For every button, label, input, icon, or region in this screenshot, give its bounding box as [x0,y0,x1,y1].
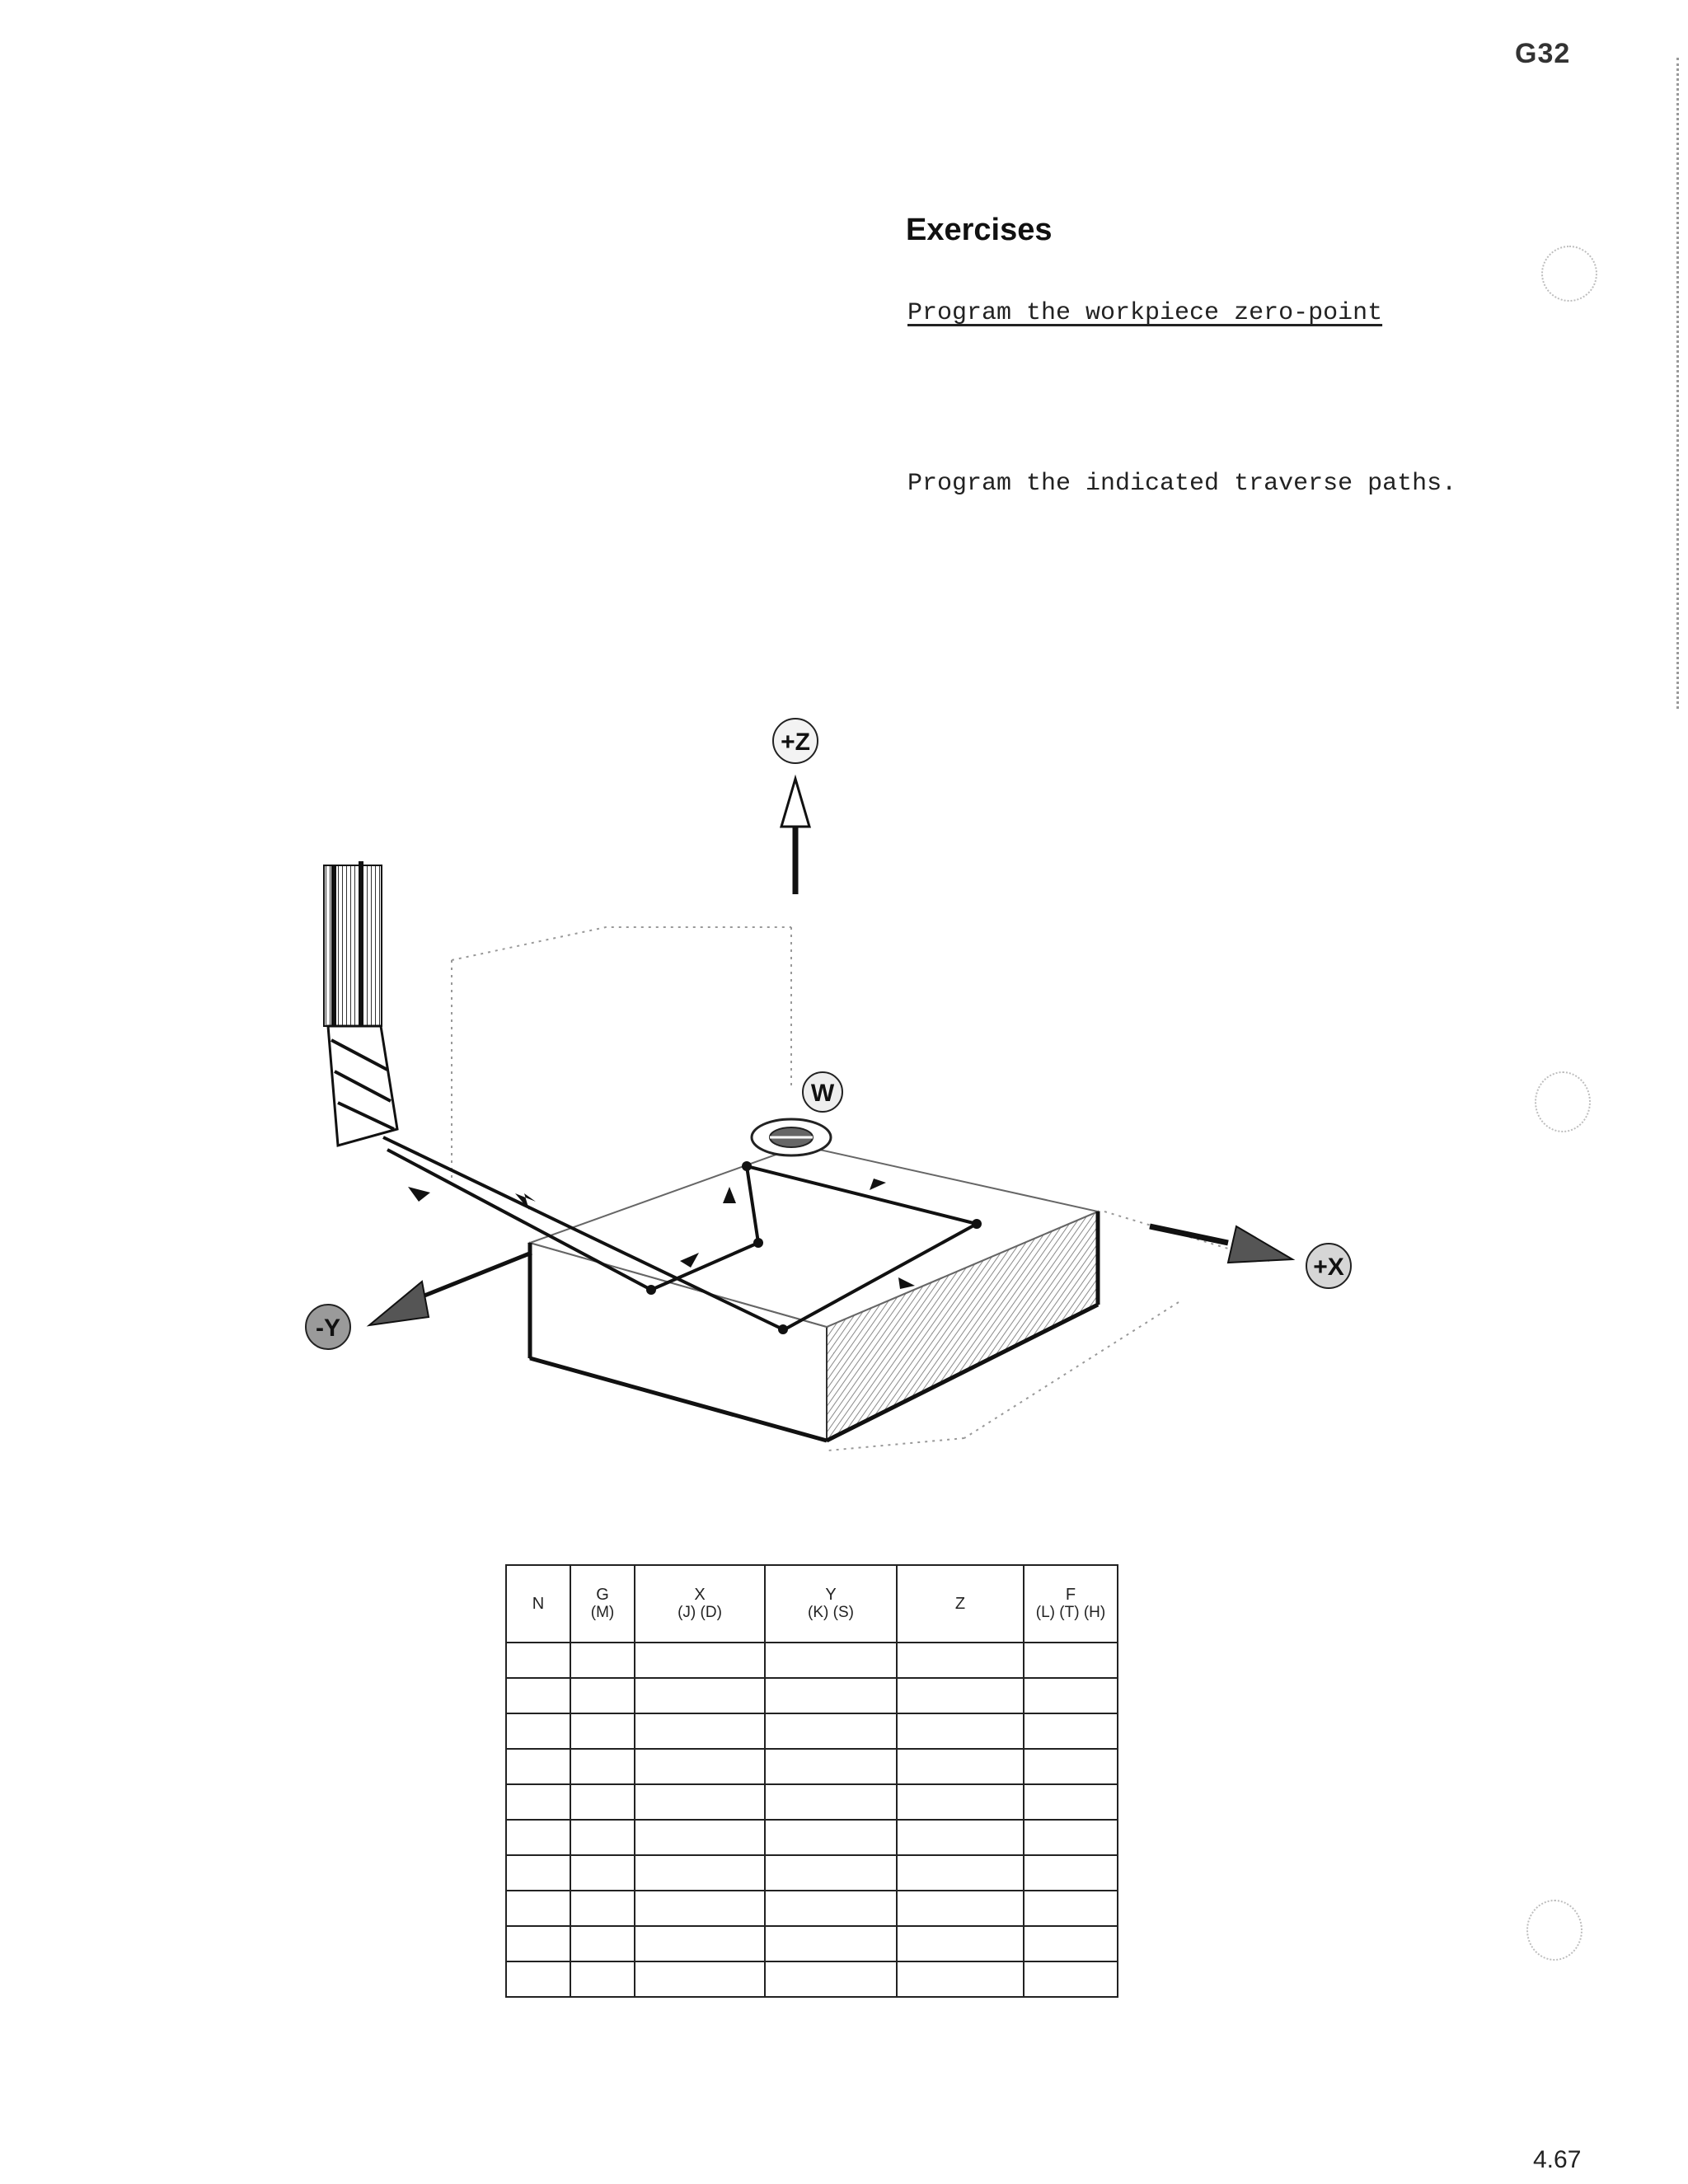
table-cell[interactable] [1024,1891,1118,1926]
table-cell[interactable] [1024,1926,1118,1961]
table-cell[interactable] [897,1961,1024,1997]
column-header-g: G (M) [570,1565,635,1643]
table-cell[interactable] [897,1713,1024,1749]
table-cell[interactable] [765,1749,897,1784]
table-cell[interactable] [765,1678,897,1713]
table-row [506,1784,1118,1820]
table-cell[interactable] [635,1713,765,1749]
table-row [506,1855,1118,1891]
table-cell[interactable] [635,1891,765,1926]
task-traverse-paths: Program the indicated traverse paths. [907,470,1457,498]
table-cell[interactable] [570,1784,635,1820]
table-cell[interactable] [765,1784,897,1820]
table-cell[interactable] [765,1643,897,1678]
table-cell[interactable] [635,1926,765,1961]
table-cell[interactable] [1024,1820,1118,1855]
table-cell[interactable] [635,1749,765,1784]
table-cell[interactable] [1024,1678,1118,1713]
x-axis-label: +X [1313,1254,1344,1281]
table-cell[interactable] [570,1926,635,1961]
corner-code: G32 [1515,38,1571,69]
binder-hole-bottom [1526,1900,1582,1961]
table-cell[interactable] [506,1926,570,1961]
column-header-y: Y (K) (S) [765,1565,897,1643]
program-table [505,1564,1117,1993]
table-cell[interactable] [1024,1784,1118,1820]
table-cell[interactable] [635,1784,765,1820]
table-row [506,1820,1118,1855]
table-row [506,1749,1118,1784]
z-axis-label: +Z [781,729,810,756]
table-cell[interactable] [570,1643,635,1678]
table-cell[interactable] [570,1891,635,1926]
table-cell[interactable] [897,1926,1024,1961]
column-header-x: X (J) (D) [635,1565,765,1643]
table-cell[interactable] [506,1678,570,1713]
table-row [506,1678,1118,1713]
task-workpiece-zero-point: Program the workpiece zero-point [907,299,1383,327]
table-cell[interactable] [506,1820,570,1855]
table-cell[interactable] [570,1678,635,1713]
column-header-f: F (L) (T) (H) [1024,1565,1118,1643]
table-cell[interactable] [635,1643,765,1678]
table-cell[interactable] [1024,1961,1118,1997]
table-cell[interactable] [506,1749,570,1784]
column-header-z: Z [897,1565,1024,1643]
table-cell[interactable] [765,1961,897,1997]
table-cell[interactable] [506,1643,570,1678]
workpiece-figure [272,709,1409,1467]
table-cell[interactable] [765,1891,897,1926]
table-cell[interactable] [897,1891,1024,1926]
table-cell[interactable] [897,1678,1024,1713]
table-cell[interactable] [506,1891,570,1926]
table-cell[interactable] [897,1784,1024,1820]
table-row [506,1643,1118,1678]
table-row [506,1713,1118,1749]
binder-hole-top [1541,246,1597,302]
table-cell[interactable] [635,1961,765,1997]
program-table-body [506,1643,1118,1997]
table-cell[interactable] [506,1784,570,1820]
binder-hole-middle [1535,1071,1591,1132]
table-cell[interactable] [635,1678,765,1713]
table-cell[interactable] [765,1713,897,1749]
table-cell[interactable] [897,1749,1024,1784]
table-cell[interactable] [765,1855,897,1891]
table-cell[interactable] [897,1820,1024,1855]
table-cell[interactable] [1024,1713,1118,1749]
page-edge-perforation [1676,58,1679,709]
table-row [506,1926,1118,1961]
table-cell[interactable] [570,1855,635,1891]
zero-point-label: W [810,1080,835,1107]
table-cell[interactable] [570,1961,635,1997]
table-row [506,1961,1118,1997]
table-cell[interactable] [635,1820,765,1855]
table-cell[interactable] [765,1926,897,1961]
table-cell[interactable] [570,1749,635,1784]
table-cell[interactable] [635,1855,765,1891]
table-cell[interactable] [570,1820,635,1855]
table-cell[interactable] [897,1855,1024,1891]
table-cell[interactable] [570,1713,635,1749]
page-heading: Exercises [906,213,1053,247]
table-cell[interactable] [1024,1749,1118,1784]
table-row [506,1891,1118,1926]
table-cell[interactable] [506,1961,570,1997]
column-header-n: N [506,1565,570,1643]
table-cell[interactable] [1024,1855,1118,1891]
table-cell[interactable] [765,1820,897,1855]
table-cell[interactable] [897,1643,1024,1678]
table-cell[interactable] [506,1713,570,1749]
milling-tool [324,861,397,1146]
table-cell[interactable] [506,1855,570,1891]
y-axis-label: -Y [316,1315,340,1342]
table-cell[interactable] [1024,1643,1118,1678]
page-number: 4.67 [1533,2146,1582,2173]
